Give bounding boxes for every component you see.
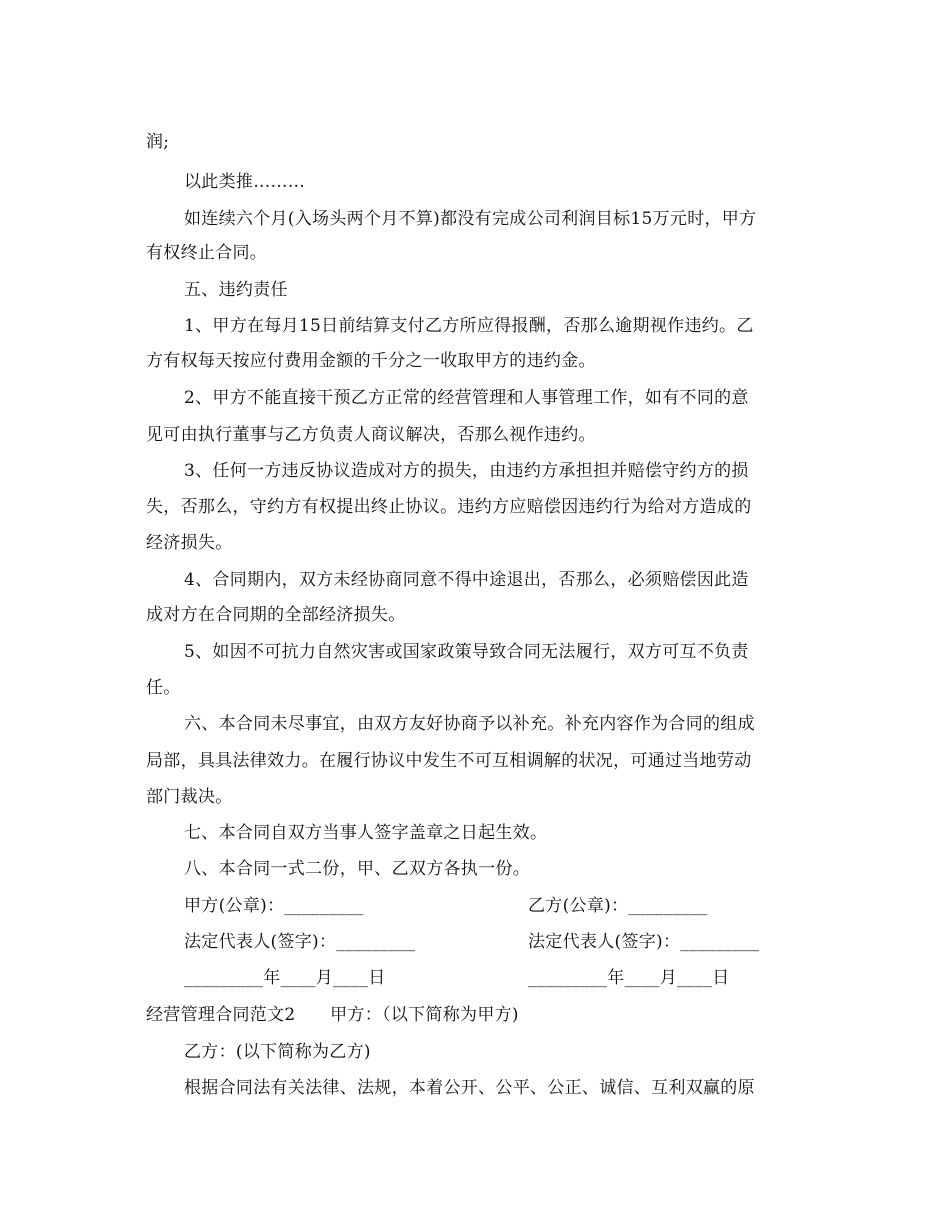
text-line-etc: 以此类推……… <box>184 172 306 192</box>
clause-3-line1: 3、任何一方违反协议造成对方的损失，由违约方承担担并赔偿守约方的损 <box>184 461 749 481</box>
party-b-date: _________年____月____日 <box>528 968 730 988</box>
clause-4-line2: 成对方在合同期的全部经济损失。 <box>146 605 406 625</box>
party-b-representative: 法定代表人(签字)：_________ <box>528 932 760 952</box>
clause-1-line1: 1、甲方在每月15日前结算支付乙方所应得报酬，否那么逾期视作违约。乙 <box>184 316 754 336</box>
text-line-continuation: 润; <box>146 132 170 152</box>
clause-5-line2: 任。 <box>146 678 181 698</box>
paragraph-termination-line1: 如连续六个月(入场头两个月不算)都没有完成公司利润目标15万元时，甲方 <box>184 209 757 229</box>
section-8: 八、本合同一式二份，甲、乙双方各执一份。 <box>184 859 530 879</box>
party-a-date: _________年____月____日 <box>184 968 386 988</box>
party-a-representative: 法定代表人(签字)：_________ <box>184 932 416 952</box>
section-7: 七、本合同自双方当事人签字盖章之日起生效。 <box>184 823 548 843</box>
clause-3-line3: 经济损失。 <box>146 533 233 553</box>
clause-2-line1: 2、甲方不能直接干预乙方正常的经营管理和人事管理工作，如有不同的意 <box>184 388 749 408</box>
clause-5-line1: 5、如因不可抗力自然灾害或国家政策导致合同无法履行，双方可互不负责 <box>184 642 749 662</box>
clause-1-line2: 方有权每天按应付费用金额的千分之一收取甲方的违约金。 <box>146 351 596 371</box>
section-6-line2: 局部，具具法律效力。在履行协议中发生不可互相调解的状况，可通过当地劳动 <box>146 751 752 771</box>
clause-2-line2: 见可由执行董事与乙方负责人商议解决，否那么视作违约。 <box>146 425 596 445</box>
clause-4-line1: 4、合同期内，双方未经协商同意不得中途退出，否那么，必须赔偿因此造 <box>184 570 749 590</box>
paragraph-termination-line2: 有权终止合同。 <box>146 243 268 263</box>
next-contract-heading: 经营管理合同范文2 甲方：（以下简称为甲方) <box>146 1005 519 1025</box>
section-6-line1: 六、本合同未尽事宜，由双方友好协商予以补充。补充内容作为合同的组成 <box>184 714 755 734</box>
section-6-line3: 部门裁决。 <box>146 787 233 807</box>
party-a-seal: 甲方(公章)：_________ <box>184 896 364 916</box>
next-contract-party-b: 乙方：(以下简称为乙方) <box>184 1042 371 1062</box>
party-b-seal: 乙方(公章)：_________ <box>528 896 708 916</box>
clause-3-line2: 失，否那么，守约方有权提出终止协议。违约方应赔偿因违约行为给对方造成的 <box>146 497 752 517</box>
section-heading-breach: 五、违约责任 <box>184 280 288 300</box>
next-contract-intro: 根据合同法有关法律、法规，本着公开、公平、公正、诚信、互利双赢的原 <box>184 1078 755 1098</box>
